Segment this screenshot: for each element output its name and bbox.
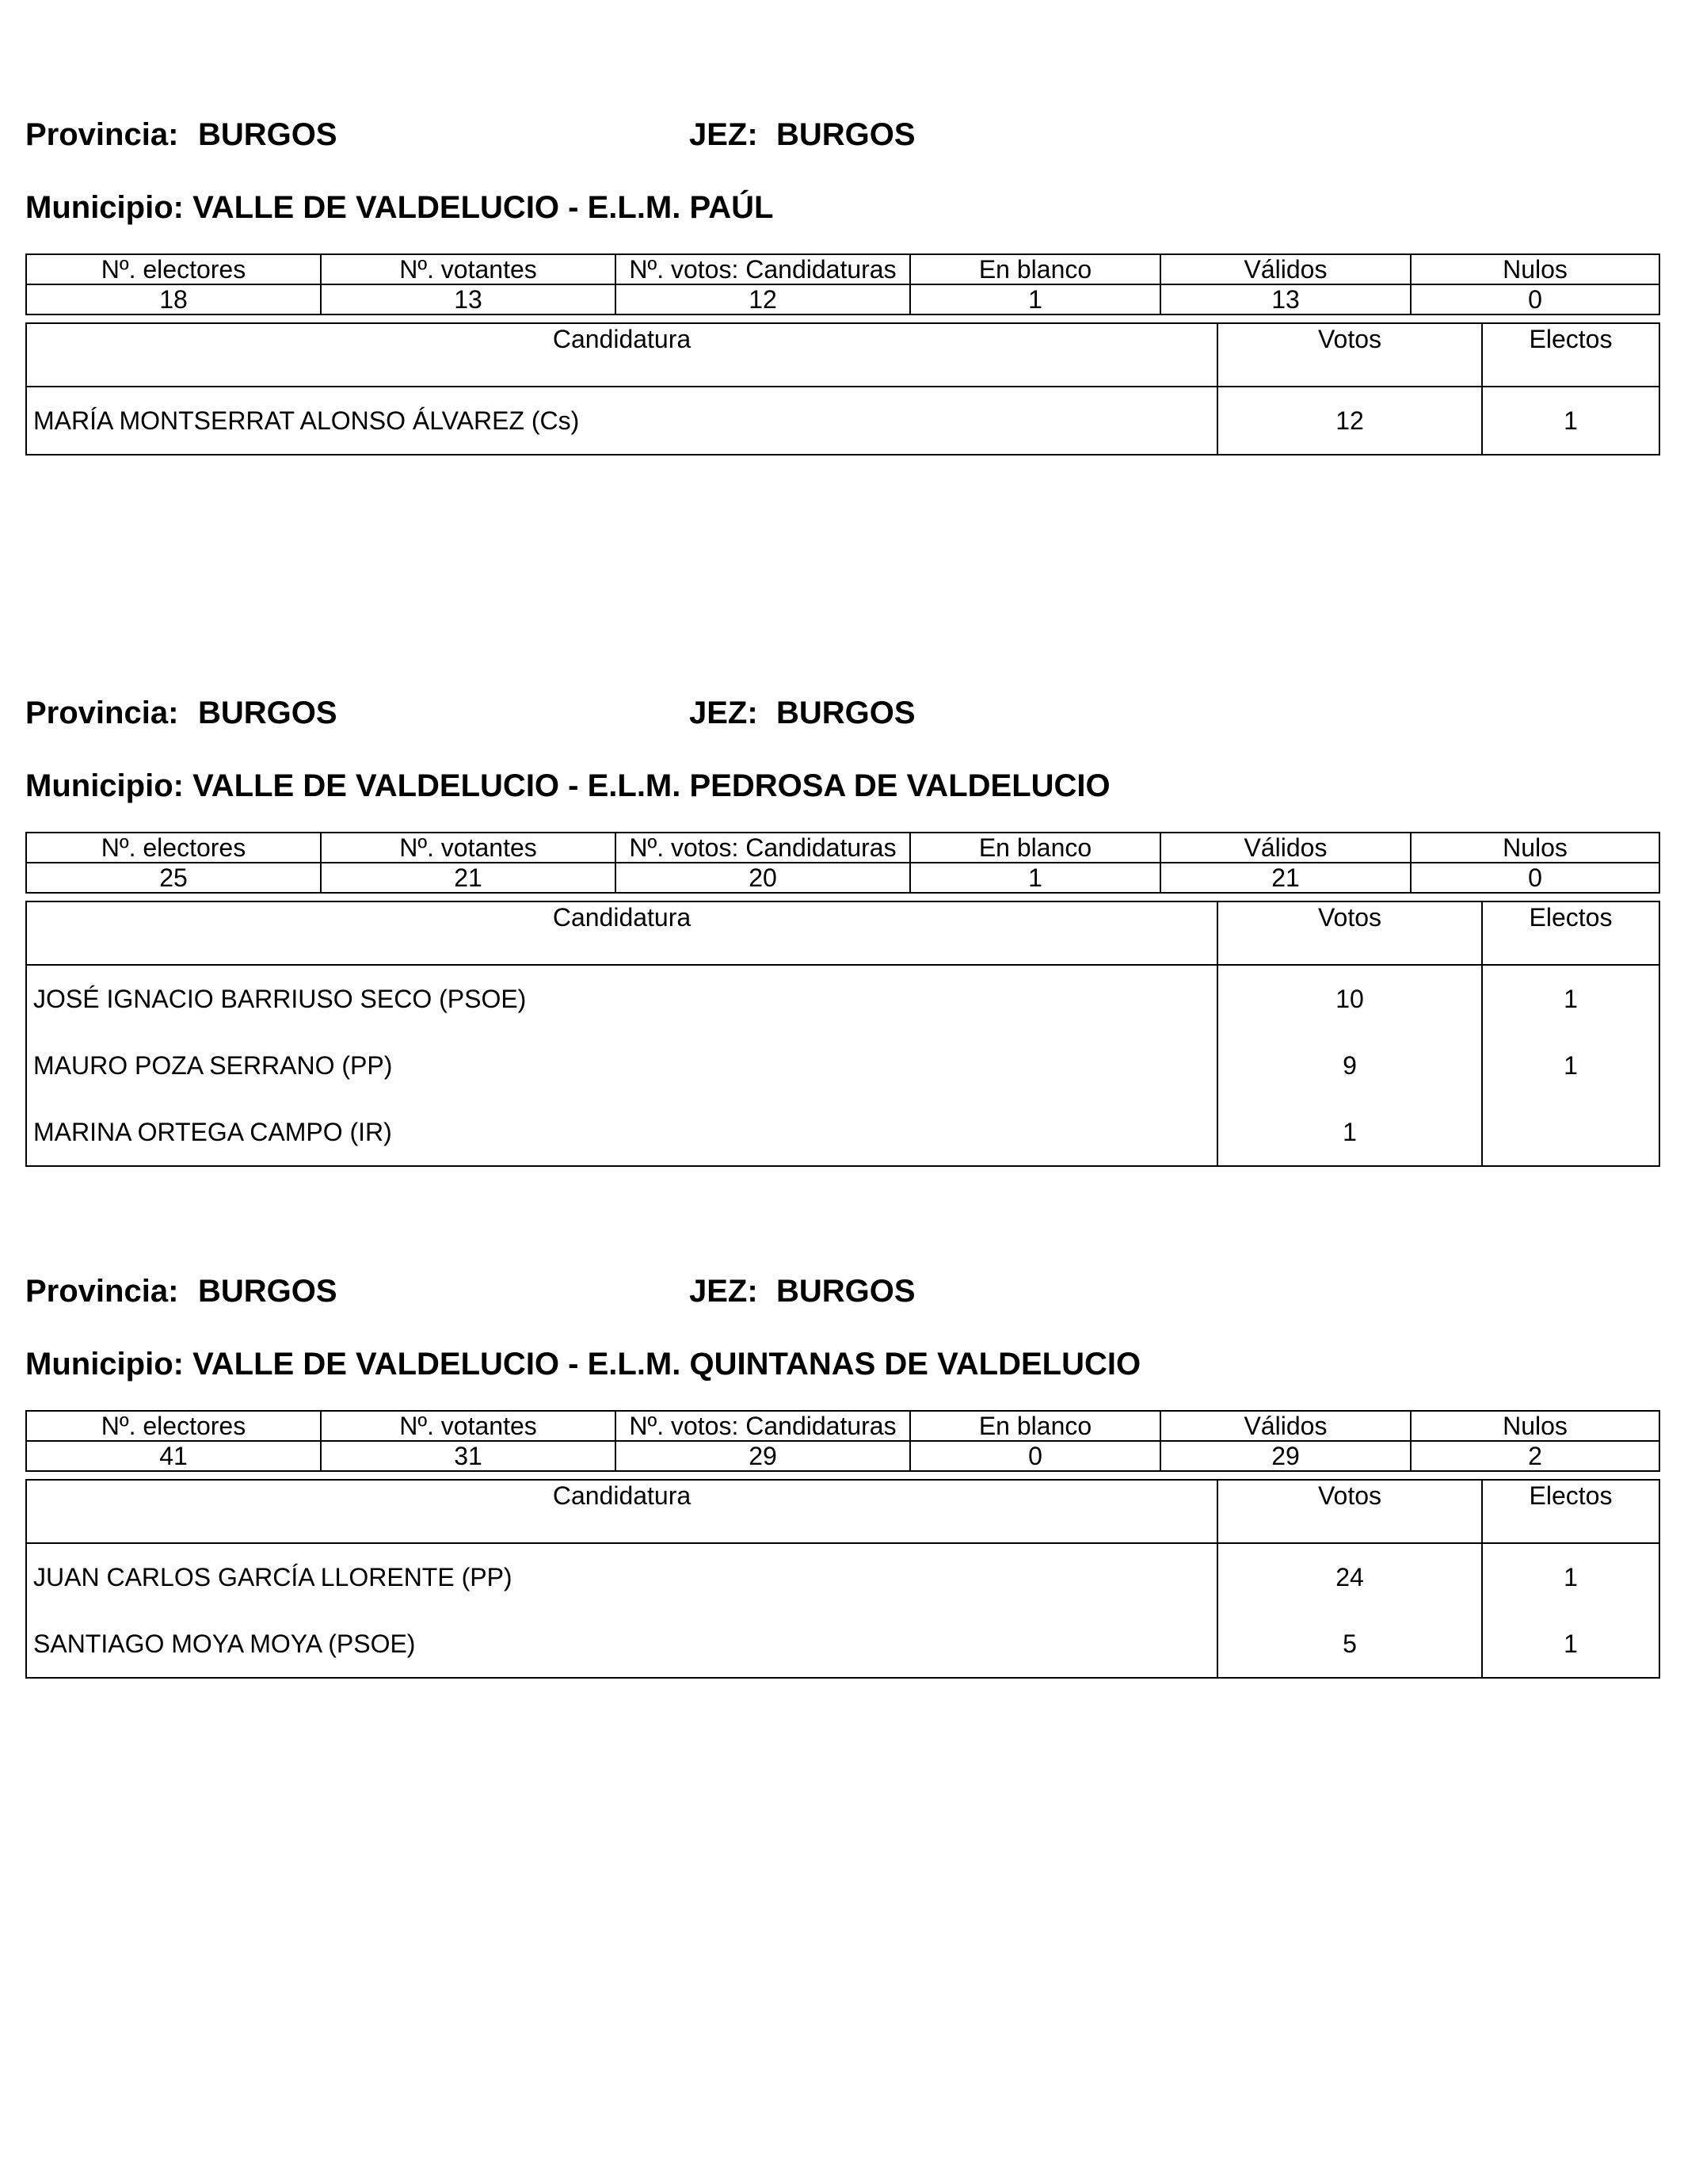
stat-header-electores: Nº. electores [26, 1411, 321, 1441]
stats-value-row [26, 863, 1659, 893]
municipio-title: Municipio: VALLE DE VALDELUCIO - E.L.M. PEDROSA DE VALDELUCIO [25, 768, 1111, 803]
candidates-table [25, 901, 1660, 1167]
stats-table [25, 832, 1660, 894]
candidate-electos: 1 [1482, 1032, 1659, 1099]
candidates-header-row [26, 901, 1659, 965]
stat-header-validos: Válidos [1160, 254, 1411, 284]
candidate-votos: 24 [1217, 1543, 1482, 1610]
header-candidatura: Candidatura [26, 1480, 1217, 1543]
candidate-electos [1482, 1099, 1659, 1166]
stat-header-nulos: Nulos [1411, 254, 1659, 284]
jez-value: BURGOS [776, 117, 916, 152]
stat-header-nulos: Nulos [1411, 833, 1659, 863]
municipio-title: Municipio: VALLE DE VALDELUCIO - E.L.M. PAÚL [25, 190, 774, 225]
header-votos: Votos [1217, 901, 1482, 965]
provincia-label: Provincia: [25, 117, 179, 152]
candidate-votos: 1 [1217, 1099, 1482, 1166]
stat-value-validos: 21 [1160, 863, 1411, 893]
stat-value-en-blanco: 1 [910, 284, 1160, 314]
stat-value-en-blanco: 0 [910, 1441, 1160, 1471]
stat-value-nulos: 0 [1411, 284, 1659, 314]
jez-label: JEZ: [689, 696, 758, 730]
stat-header-nulos: Nulos [1411, 1411, 1659, 1441]
jez-value: BURGOS [776, 696, 916, 730]
stat-value-votos-candidaturas: 12 [615, 284, 910, 314]
stat-value-electores: 25 [26, 863, 321, 893]
stat-value-validos: 29 [1160, 1441, 1411, 1471]
candidate-row [26, 1099, 1659, 1166]
header-line [25, 693, 1659, 733]
municipio-title: Municipio: VALLE DE VALDELUCIO - E.L.M. QUINTANAS DE VALDELUCIO [25, 1347, 1141, 1382]
stat-value-validos: 13 [1160, 284, 1411, 314]
header-candidatura: Candidatura [26, 901, 1217, 965]
stat-header-en-blanco: En blanco [910, 254, 1160, 284]
header-line [25, 115, 1659, 154]
stat-value-votantes: 13 [321, 284, 615, 314]
stat-header-electores: Nº. electores [26, 833, 321, 863]
header-votos: Votos [1217, 323, 1482, 387]
stat-value-votos-candidaturas: 20 [615, 863, 910, 893]
candidate-votos: 9 [1217, 1032, 1482, 1099]
candidate-name: MARÍA MONTSERRAT ALONSO ÁLVAREZ (Cs) [26, 387, 1217, 455]
candidate-name: SANTIAGO MOYA MOYA (PSOE) [26, 1610, 1217, 1678]
candidate-row [26, 1543, 1659, 1610]
stat-header-validos: Válidos [1160, 833, 1411, 863]
stat-value-electores: 18 [26, 284, 321, 314]
stat-header-en-blanco: En blanco [910, 833, 1160, 863]
stat-header-electores: Nº. electores [26, 254, 321, 284]
stats-header-row [26, 833, 1659, 863]
stats-value-row [26, 1441, 1659, 1471]
jez-label: JEZ: [689, 1274, 758, 1309]
provincia-label: Provincia: [25, 1274, 179, 1309]
stats-header-row [26, 254, 1659, 284]
stat-value-nulos: 2 [1411, 1441, 1659, 1471]
stat-header-votos-candidaturas: Nº. votos: Candidaturas [615, 1411, 910, 1441]
stat-header-votantes: Nº. votantes [321, 254, 615, 284]
provincia-value: BURGOS [198, 696, 337, 730]
stats-table [25, 253, 1660, 315]
stat-value-nulos: 0 [1411, 863, 1659, 893]
candidate-electos: 1 [1482, 965, 1659, 1032]
jez-label: JEZ: [689, 117, 758, 152]
candidate-name: JUAN CARLOS GARCÍA LLORENTE (PP) [26, 1543, 1217, 1610]
candidate-row [26, 1032, 1659, 1099]
stat-header-votantes: Nº. votantes [321, 833, 615, 863]
stat-header-validos: Válidos [1160, 1411, 1411, 1441]
candidates-table [25, 1479, 1660, 1679]
stat-header-en-blanco: En blanco [910, 1411, 1160, 1441]
candidates-table [25, 322, 1660, 455]
header-electos: Electos [1482, 901, 1659, 965]
provincia-value: BURGOS [198, 1274, 337, 1309]
stat-value-en-blanco: 1 [910, 863, 1160, 893]
provincia-label: Provincia: [25, 696, 179, 730]
candidate-row [26, 387, 1659, 455]
stats-table [25, 1410, 1660, 1472]
stat-header-votantes: Nº. votantes [321, 1411, 615, 1441]
header-electos: Electos [1482, 1480, 1659, 1543]
candidate-votos: 5 [1217, 1610, 1482, 1678]
header-votos: Votos [1217, 1480, 1482, 1543]
candidates-header-row [26, 1480, 1659, 1543]
stat-value-votos-candidaturas: 29 [615, 1441, 910, 1471]
candidate-name: MARINA ORTEGA CAMPO (IR) [26, 1099, 1217, 1166]
stat-value-votantes: 21 [321, 863, 615, 893]
candidate-name: JOSÉ IGNACIO BARRIUSO SECO (PSOE) [26, 965, 1217, 1032]
candidate-name: MAURO POZA SERRANO (PP) [26, 1032, 1217, 1099]
candidate-electos: 1 [1482, 1543, 1659, 1610]
candidate-electos: 1 [1482, 1610, 1659, 1678]
provincia-value: BURGOS [198, 117, 337, 152]
stats-header-row [26, 1411, 1659, 1441]
stat-value-votantes: 31 [321, 1441, 615, 1471]
header-line [25, 1271, 1659, 1311]
candidate-row [26, 965, 1659, 1032]
candidate-row [26, 1610, 1659, 1678]
stat-header-votos-candidaturas: Nº. votos: Candidaturas [615, 254, 910, 284]
stat-header-votos-candidaturas: Nº. votos: Candidaturas [615, 833, 910, 863]
stat-value-electores: 41 [26, 1441, 321, 1471]
header-candidatura: Candidatura [26, 323, 1217, 387]
jez-value: BURGOS [776, 1274, 916, 1309]
candidate-electos: 1 [1482, 387, 1659, 455]
candidate-votos: 10 [1217, 965, 1482, 1032]
candidates-header-row [26, 323, 1659, 387]
stats-value-row [26, 284, 1659, 314]
header-electos: Electos [1482, 323, 1659, 387]
candidate-votos: 12 [1217, 387, 1482, 455]
